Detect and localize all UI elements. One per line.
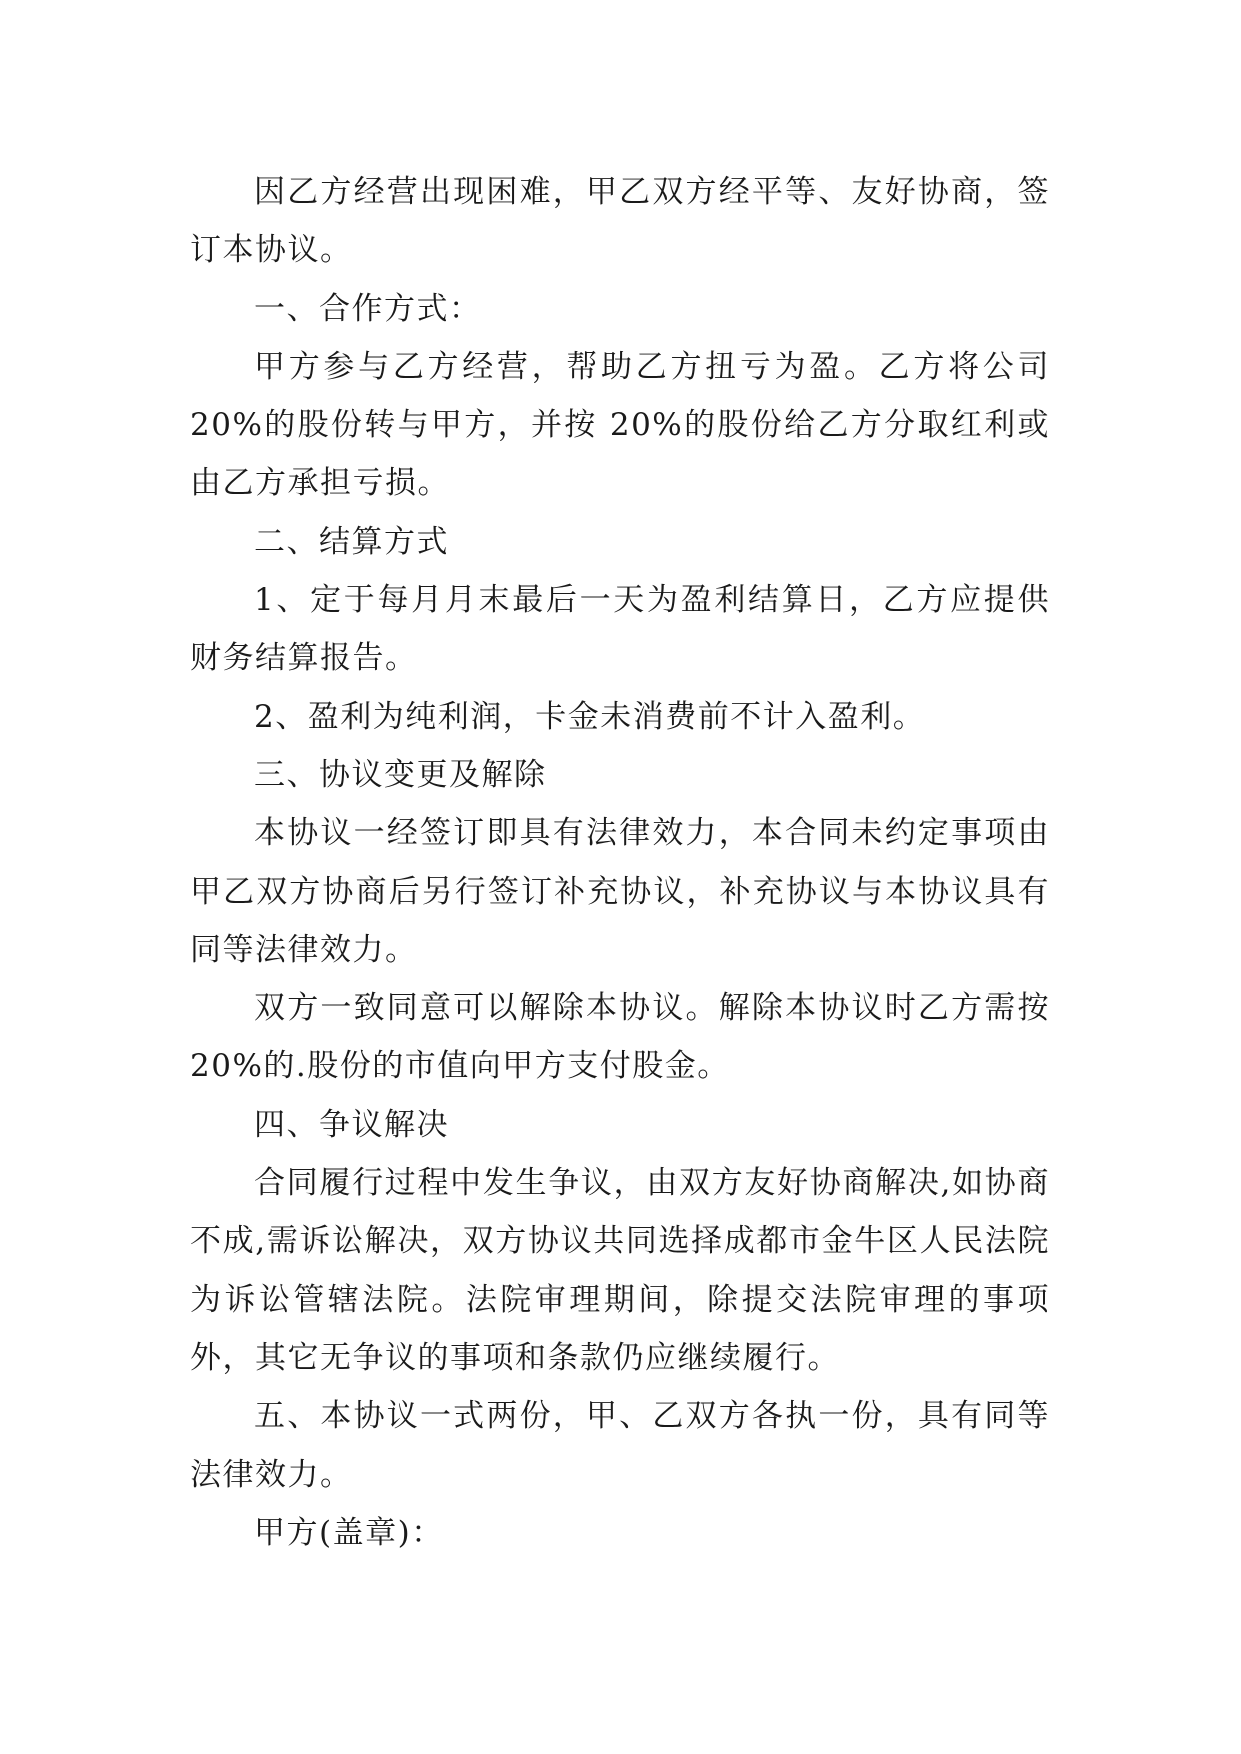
paragraph-intro: 因乙方经营出现困难，甲乙双方经平等、友好协商，签订本协议。 — [190, 174, 1050, 269]
paragraph-dispute: 合同履行过程中发生争议，由双方友好协商解决,如协商不成,需诉讼解决，双方协议共同选择成都市金牛区人民法院为诉讼管辖法院。法院审理期间，除提交法院审理的事项外，其它无争议的事项和条款仍应继续履行。 — [190, 1165, 1050, 1376]
paragraph-copies: 五、本协议一式两份，甲、乙双方各执一份，具有同等法律效力。 — [190, 1398, 1050, 1493]
paragraph-settlement-1: 1、定于每月月末最后一天为盈利结算日，乙方应提供财务结算报告。 — [190, 582, 1050, 677]
paragraph-cooperation: 甲方参与乙方经营，帮助乙方扭亏为盈。乙方将公司 20%的股份转与甲方，并按 20%的股份给乙方分取红利或由乙方承担亏损。 — [190, 348, 1050, 502]
section-heading-change: 三、协议变更及解除 — [254, 756, 547, 793]
signature-party-a: 甲方(盖章)： — [254, 1514, 444, 1551]
section-heading-cooperation: 一、合作方式： — [254, 290, 482, 327]
document-body — [190, 163, 1050, 1562]
section-heading-dispute: 四、争议解决 — [254, 1106, 449, 1143]
paragraph-change-1: 本协议一经签订即具有法律效力，本合同未约定事项由甲乙双方协商后另行签订补充协议，补充协议与本协议具有同等法律效力。 — [190, 815, 1050, 968]
paragraph-change-2: 双方一致同意可以解除本协议。解除本协议时乙方需按 20%的.股份的市值向甲方支付股金。 — [190, 990, 1050, 1085]
paragraph-settlement-2: 2、盈利为纯利润，卡金未消费前不计入盈利。 — [254, 698, 926, 735]
section-heading-settlement: 二、结算方式 — [254, 523, 449, 560]
